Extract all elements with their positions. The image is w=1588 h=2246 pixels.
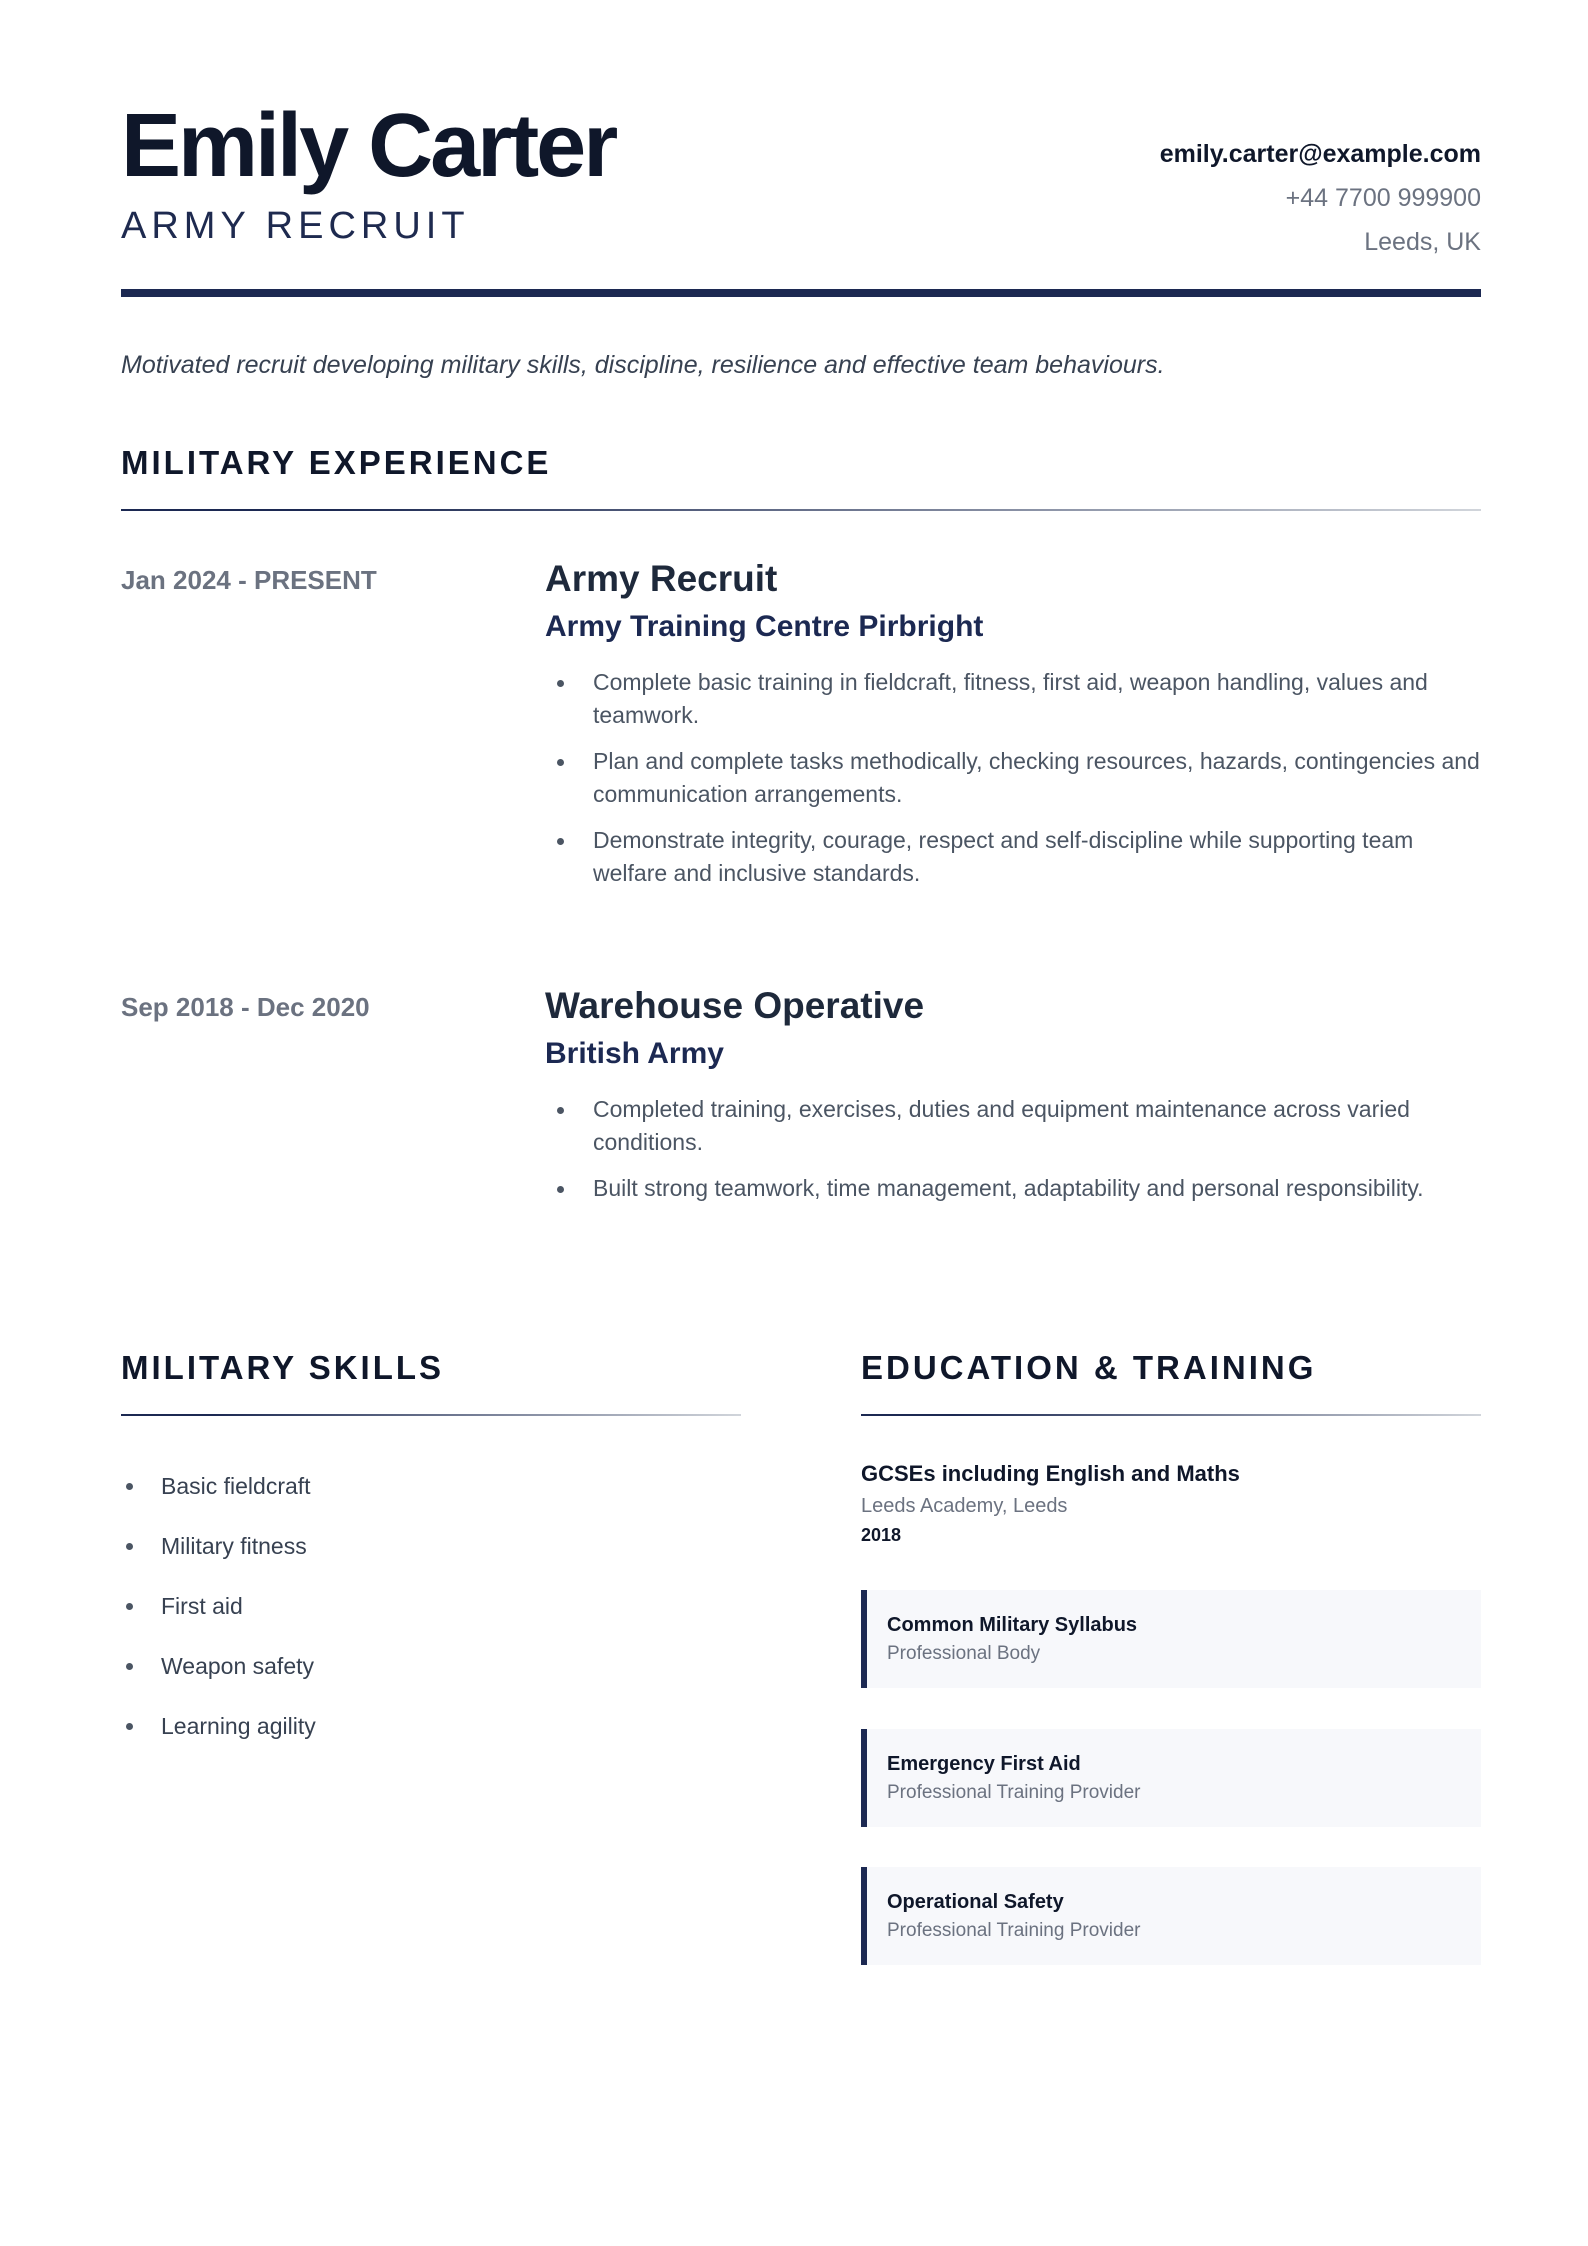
job-bullet: Demonstrate integrity, courage, respect and self-discipline while supporting team welfare and inclusive standards. (545, 824, 1481, 890)
job-organisation: British Army (545, 1037, 724, 1070)
skill-item: Military fitness (121, 1516, 741, 1576)
professional-summary: Motivated recruit developing military skills, discipline, resilience and effective team behaviours. (121, 351, 1165, 379)
job-dates: Sep 2018 - Dec 2020 (121, 992, 370, 1022)
skills-heading: MILITARY SKILLS (121, 1349, 445, 1386)
job-dates: Jan 2024 - PRESENT (121, 565, 377, 595)
job-title: Warehouse Operative (545, 985, 925, 1026)
degree-year: 2018 (861, 1525, 902, 1545)
skill-item: Basic fieldcraft (121, 1456, 741, 1516)
candidate-role: ARMY RECRUIT (121, 205, 470, 247)
job-bullets (545, 666, 1481, 903)
skills-list (121, 1456, 741, 1756)
job-bullets (545, 1093, 1481, 1218)
skills-divider (121, 1414, 741, 1416)
certification-issuer: Professional Training Provider (887, 1782, 1141, 1803)
job-bullet: Complete basic training in fieldcraft, fitness, first aid, weapon handling, values and teamwork. (545, 666, 1481, 732)
contact-block (1160, 132, 1481, 264)
education-entry (861, 1458, 1481, 1548)
resume-page (121, 0, 1481, 2246)
job-organisation: Army Training Centre Pirbright (545, 610, 984, 643)
certification-card (861, 1590, 1481, 1688)
certification-issuer: Professional Body (887, 1643, 1041, 1664)
contact-email[interactable]: emily.carter@example.com (1159, 140, 1481, 168)
degree-institution: Leeds Academy, Leeds (861, 1495, 1068, 1517)
certification-card (861, 1729, 1481, 1827)
candidate-name: Emily Carter (121, 96, 616, 196)
certification-card (861, 1867, 1481, 1965)
certification-issuer: Professional Training Provider (887, 1920, 1141, 1941)
contact-phone[interactable]: +44 7700 999900 (1285, 184, 1481, 212)
certification-title: Operational Safety (887, 1891, 1064, 1913)
education-heading: EDUCATION & TRAINING (861, 1349, 1317, 1386)
job-bullet: Plan and complete tasks methodically, checking resources, hazards, contingencies and communication arrangements. (545, 745, 1481, 811)
skill-item: Weapon safety (121, 1636, 741, 1696)
job-bullet: Completed training, exercises, duties and equipment maintenance across varied conditions. (545, 1093, 1481, 1159)
header-divider (121, 289, 1481, 297)
job-title: Army Recruit (545, 558, 778, 599)
resume-header (121, 96, 1481, 296)
experience-divider (121, 509, 1481, 511)
certification-title: Common Military Syllabus (887, 1614, 1138, 1636)
job-bullet: Built strong teamwork, time management, adaptability and personal responsibility. (545, 1172, 1481, 1205)
experience-heading: MILITARY EXPERIENCE (121, 444, 552, 481)
education-divider (861, 1414, 1481, 1416)
skill-item: First aid (121, 1576, 741, 1636)
certification-title: Emergency First Aid (887, 1753, 1081, 1775)
contact-location: Leeds, UK (1364, 228, 1481, 256)
degree-title: GCSEs including English and Maths (861, 1461, 1240, 1486)
skill-item: Learning agility (121, 1696, 741, 1756)
